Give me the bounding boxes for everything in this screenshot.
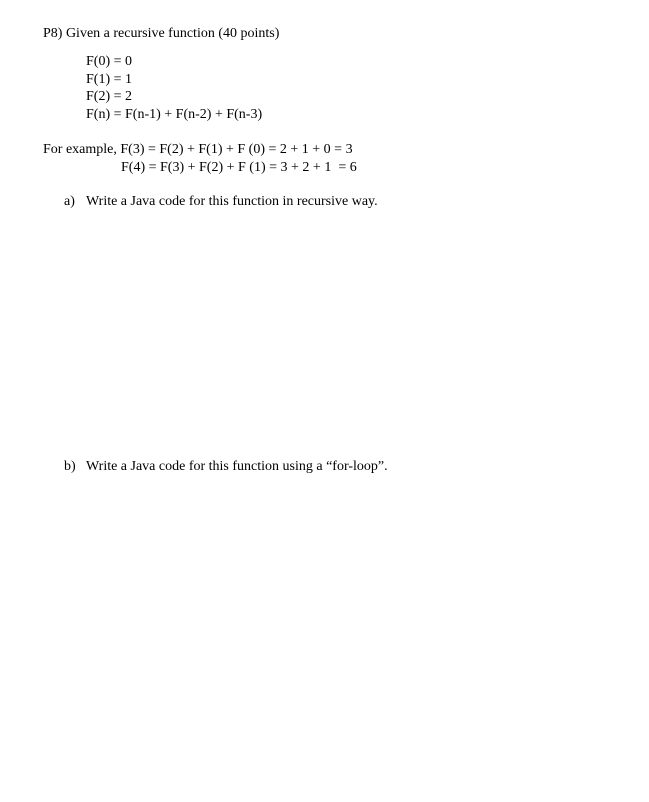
question-a-label: a) — [64, 194, 75, 209]
definition-base-case-0: F(0) = 0 — [86, 54, 133, 69]
example-line-2: F(4) = F(3) + F(2) + F (1) = 3 + 2 + 1 = 6 — [121, 160, 357, 175]
definition-recurrence: F(n) = F(n-1) + F(n-2) + F(n-3) — [86, 107, 263, 122]
definition-base-case-1: F(1) = 1 — [86, 72, 133, 87]
example-line-1: For example, F(3) = F(2) + F(1) + F (0) = 2 + 1 + 0 = 3 — [43, 142, 353, 157]
question-b-label: b) — [64, 459, 76, 474]
question-a-text: Write a Java code for this function in recursive way. — [86, 194, 378, 209]
question-b-text: Write a Java code for this function using a “for-loop”. — [86, 459, 388, 474]
problem-title: P8) Given a recursive function (40 points) — [43, 26, 280, 41]
definition-base-case-2: F(2) = 2 — [86, 89, 133, 104]
